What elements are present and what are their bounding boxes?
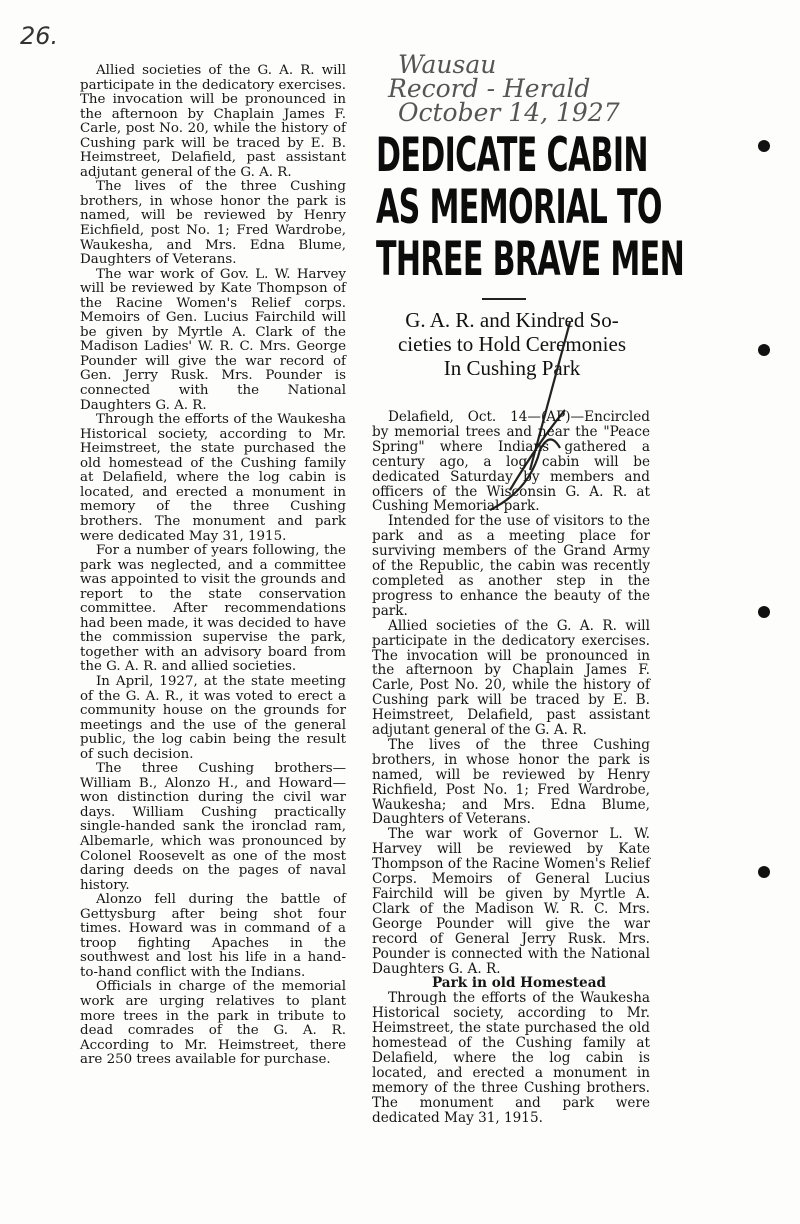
handwritten-source-line-1: Wausau <box>398 50 497 79</box>
binder-hole-mark <box>758 344 770 356</box>
headline-line-1: DEDICATE CABIN <box>376 128 648 183</box>
paragraph: The lives of the three Cushing brothers, in whose honor the park is named, will be reviewed by Henry Eichfield, post No. 1; Fred Wardrobe, Waukesha, and Mrs. Edna Blume, Daughters of Veterans. <box>80 179 346 268</box>
handwritten-source-line-2: Record - Herald <box>388 74 591 103</box>
paragraph: Through the efforts of the Waukesha Historical society, according to Mr. Heimstreet, the state purchased the old homestead of the Cushing family at Delafield, where the log cabin is located, and erected a monument in memory of the three Cushing brothers. The monument and park were dedicated May 31, 1915. <box>372 990 650 1126</box>
subheadline-line-2: cieties to Hold Ceremonies <box>397 332 627 356</box>
paragraph: Intended for the use of visitors to the park and as a meeting place for surviving members of the Grand Army of the Republic, the cabin was recently completed as another step in the progress to enhance the beauty of the park. <box>372 513 650 619</box>
right-column <box>372 410 650 1126</box>
binder-hole-mark <box>758 606 770 618</box>
paragraph: Allied societies of the G. A. R. will participate in the dedicatory exercises. The invocation will be pronounced in the afternoon by Chaplain James F. Carle, post No. 20, while the history of Cushing park will be traced by E. B. Heimstreet, Delafield, past assistant adjutant general of the G. A. R. <box>80 63 346 180</box>
left-column <box>80 64 346 1068</box>
binder-hole-mark <box>758 140 770 152</box>
headline-line-2: AS MEMORIAL TO <box>376 180 662 235</box>
headline-line-3: THREE BRAVE MEN <box>376 232 685 287</box>
paragraph: The three Cushing brothers—William B., Alonzo H., and Howard—won distinction during the civil war days. William Cushing practically single-handed sank the ironclad ram, Albemarle, which was pronounced by Colonel Roosevelt as one of the most daring deeds on the pages of naval history. <box>80 761 346 893</box>
dateline-paragraph: Delafield, Oct. 14—(AP)—Encircled by memorial trees and near the "Peace Spring" where Indians gathered a century ago, a log cabin will be dedicated Saturday by members and officers of the Wisconsin G. A. R. at Cushing Memorial park. <box>372 409 650 515</box>
paragraph: The war work of Gov. L. W. Harvey will be reviewed by Kate Thompson of the Racine Women's Relief corps. Memoirs of Gen. Lucius Fairchild will be given by Myrtle A. Clark of the Madison Ladies' W. R. C. Mrs. George Pounder will give the war record of Gen. Jerry Rusk. Mrs. Pounder is connected with the National Daughters G. A. R. <box>80 266 346 413</box>
section-heading: Park in old Homestead <box>431 975 607 992</box>
paragraph: Alonzo fell during the battle of Gettysburg after being shot four times. Howard was in command of a troop fighting Apaches in the southwest and lost his life in a hand-to-hand conflict with the Indians. <box>80 892 346 980</box>
subheadline-line-3: In Cushing Park <box>443 356 581 380</box>
page-number: 26. <box>20 22 59 50</box>
handwritten-source-line-3: October 14, 1927 <box>398 98 620 127</box>
subheadline-line-1: G. A. R. and Kindred So- <box>405 308 619 332</box>
paragraph: Through the efforts of the Waukesha Historical society, according to Mr. Heimstreet, the state purchased the old homestead of the Cushing family at Delafield, where the log cabin is located, and erected a monument in memory of the three Cushing brothers. The monument and park were dedicated May 31, 1915. <box>80 412 346 544</box>
paragraph: In April, 1927, at the state meeting of the G. A. R., it was voted to erect a community house on the grounds for meetings and the use of the general public, the log cabin being the result of such decision. <box>80 673 346 762</box>
headline-rule <box>482 298 526 300</box>
paragraph: Allied societies of the G. A. R. will participate in the dedicatory exercises. The invocation will be pronounced in the afternoon by Chaplain James F. Carle, Post No. 20, while the history of Cushing park will be traced by E. B. Heimstreet, Delafield, past assistant adjutant general of the G. A. R. <box>372 617 650 739</box>
paragraph: Officials in charge of the memorial work are urging relatives to plant more trees in the park in tribute to dead comrades of the G. A. R. According to Mr. Heimstreet, there are 250 trees available for purchase. <box>80 979 346 1068</box>
paragraph: For a number of years following, the park was neglected, and a committee was appointed to visit the grounds and report to the state conservation committee. After recommendations had been made, it was decided to have the commission supervise the park, together with an advisory board from the G. A. R. and allied societies. <box>80 543 346 675</box>
paragraph: The war work of Governor L. W. Harvey will be reviewed by Kate Thompson of the Racine Women's Relief Corps. Memoirs of General Lucius Fairchild will be given by Myrtle A. Clark of the Madison W. R. C. Mrs. George Pounder will give the war record of General Jerry Rusk. Mrs. Pounder is connected with the National Daughters G. A. R. <box>372 826 650 977</box>
paragraph: The lives of the three Cushing brothers, in whose honor the park is named, will be reviewed by Henry Richfield, Post No. 1; Fred Wardrobe, Waukesha; and Mrs. Edna Blume, Daughters of Veterans. <box>372 736 650 828</box>
binder-hole-mark <box>758 866 770 878</box>
